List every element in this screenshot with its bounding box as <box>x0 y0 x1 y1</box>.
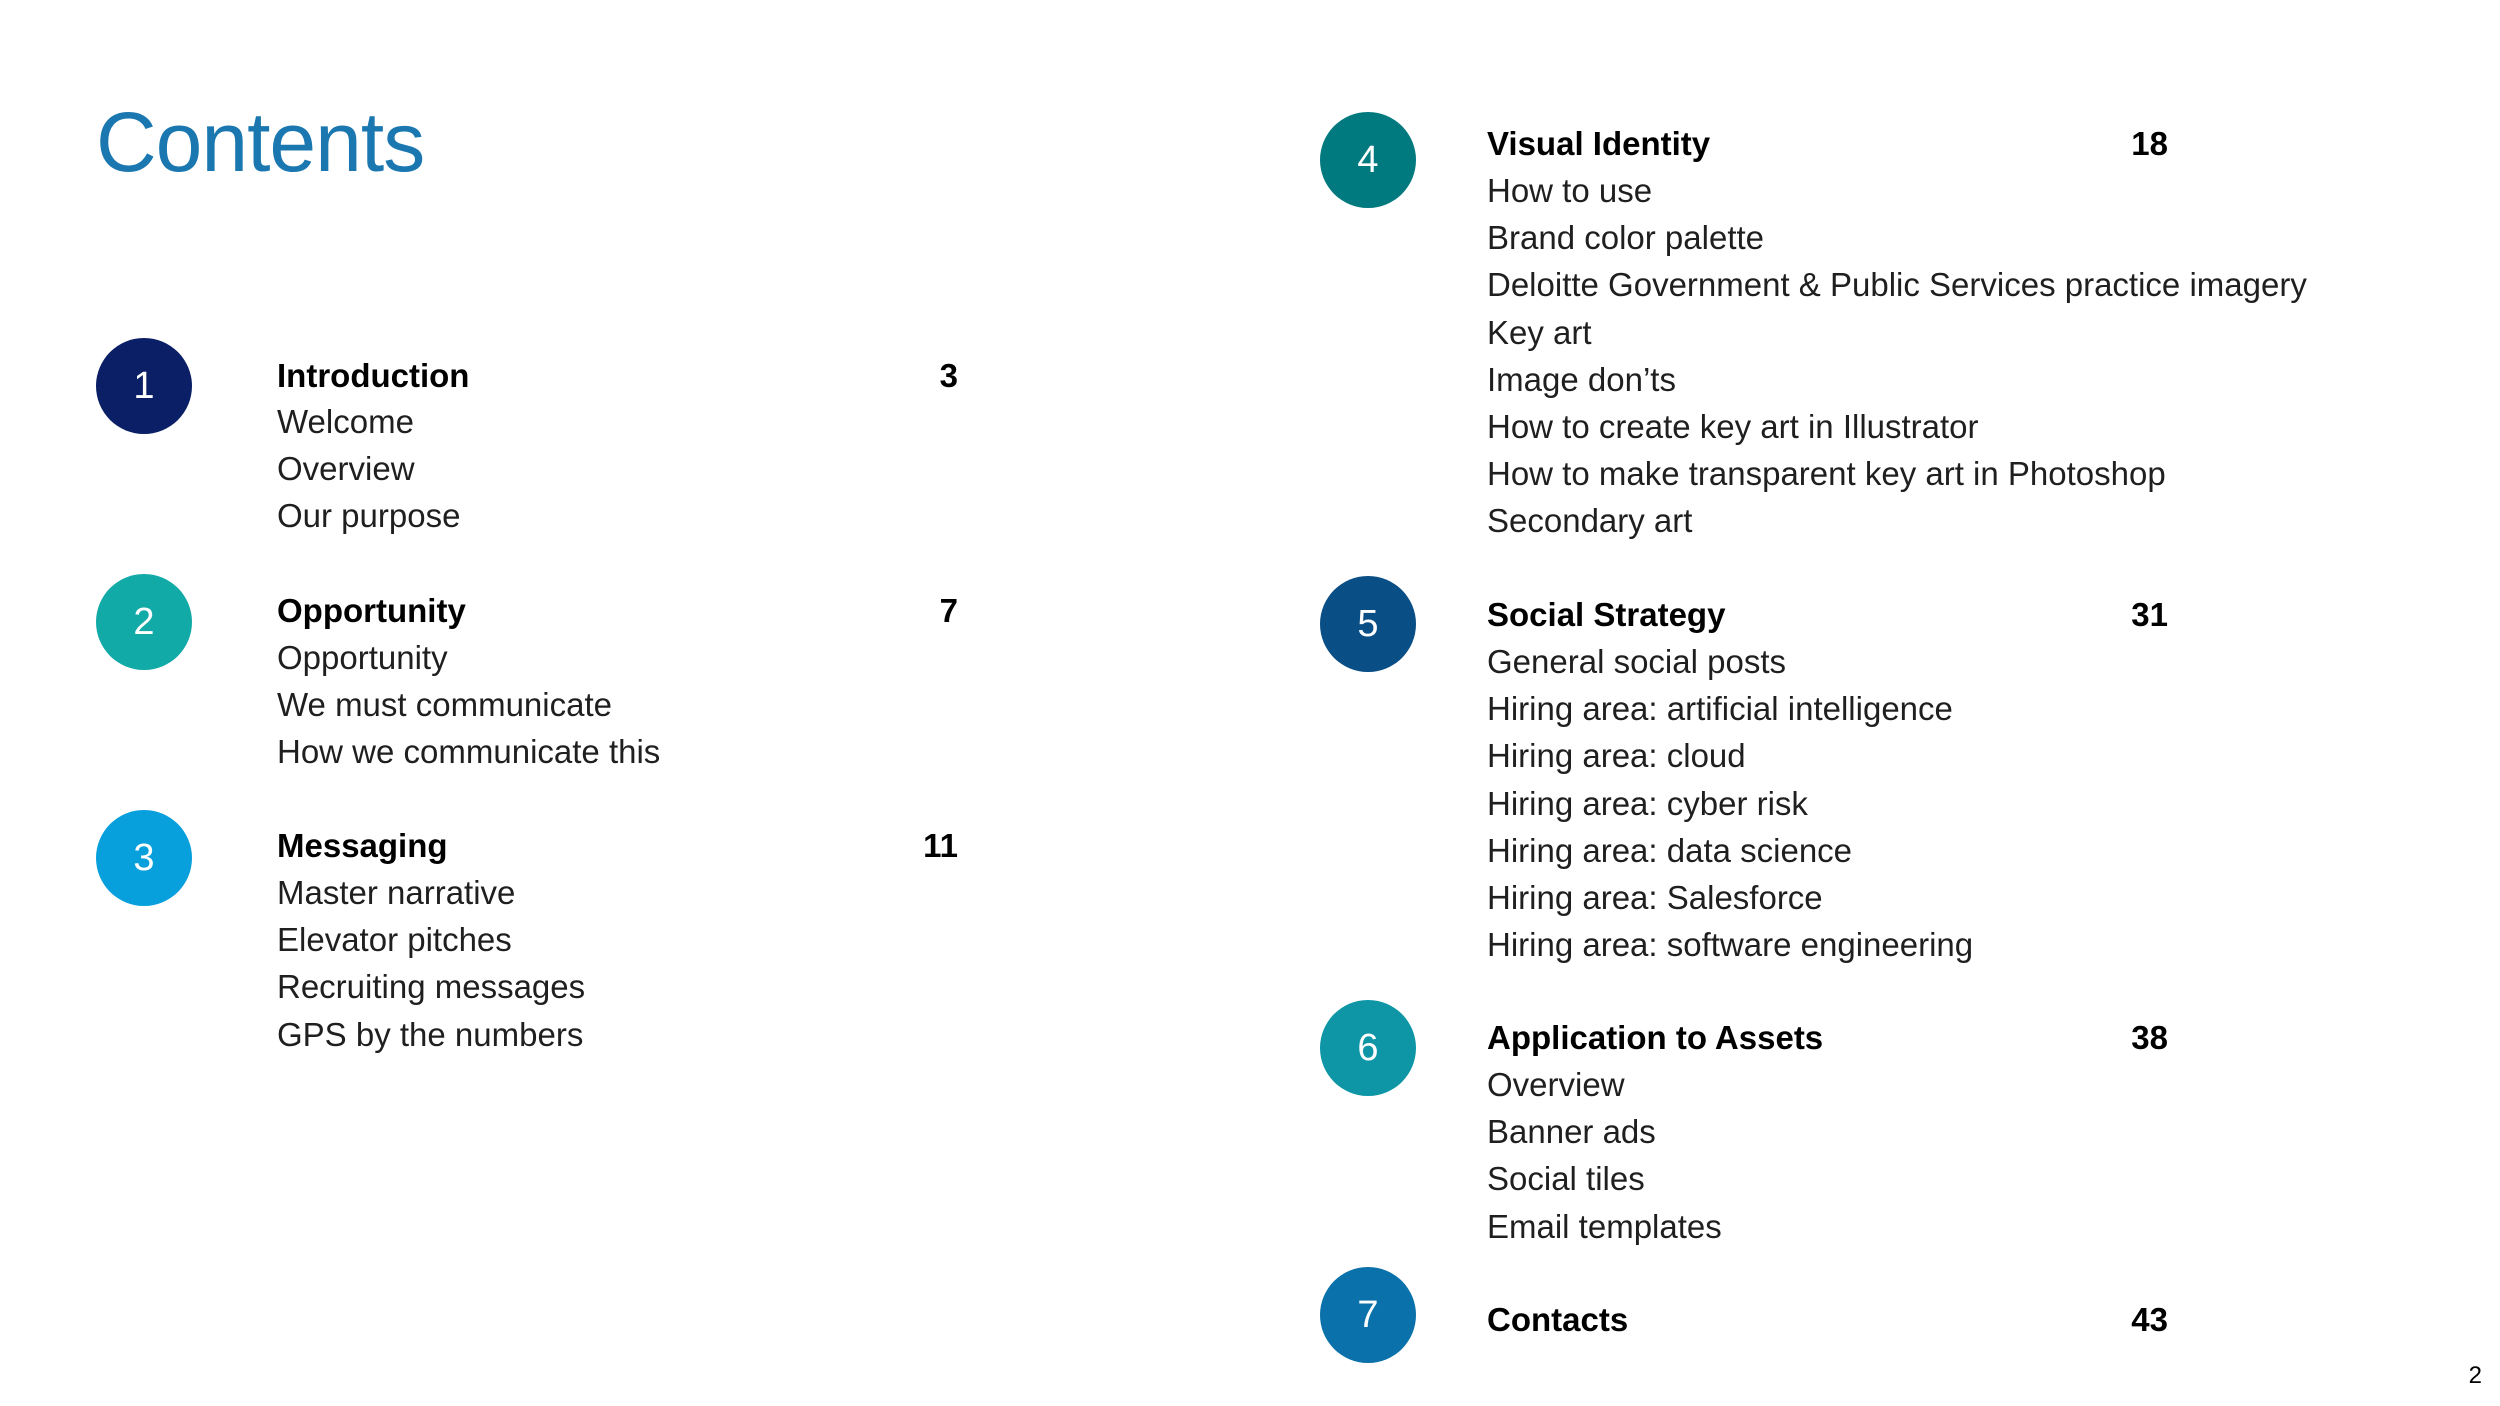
list-item[interactable]: General social posts <box>1487 643 1786 680</box>
section-7-heading[interactable]: Contacts <box>1487 1301 1629 1338</box>
section-4-heading[interactable]: Visual Identity <box>1487 125 1711 162</box>
list-item[interactable]: Overview <box>277 450 415 488</box>
list-item[interactable]: How to use <box>1487 172 1653 209</box>
section-1-number-badge: 1 <box>96 338 192 434</box>
list-item[interactable]: Our purpose <box>277 497 461 535</box>
section-6-number-badge: 6 <box>1320 1000 1416 1096</box>
list-item[interactable]: Overview <box>1487 1066 1625 1103</box>
section-6-heading[interactable]: Application to Assets <box>1487 1019 1824 1056</box>
list-item[interactable]: Image don’ts <box>1487 360 1676 398</box>
section-2-items <box>277 634 660 776</box>
section-2-heading[interactable]: Opportunity <box>277 592 466 629</box>
list-item[interactable]: Hiring area: data science <box>1487 831 1853 869</box>
list-item[interactable]: Hiring area: software engineering <box>1487 926 1974 964</box>
list-item[interactable]: Social tiles <box>1487 1160 1645 1198</box>
section-1-page-number: 3 <box>939 357 958 394</box>
section-6-items <box>1487 1061 1722 1250</box>
page-title: Contents <box>96 95 425 189</box>
section-4-items <box>1487 167 2307 545</box>
section-7-page-number: 43 <box>2131 1301 2168 1338</box>
section-3-page-number: 11 <box>923 827 958 864</box>
section-1-items <box>277 398 460 540</box>
section-5-number-badge: 5 <box>1320 576 1416 672</box>
list-item[interactable]: Elevator pitches <box>277 921 512 959</box>
list-item[interactable]: Key art <box>1487 313 1592 351</box>
section-3-heading[interactable]: Messaging <box>277 827 448 864</box>
section-6-page-number: 38 <box>2131 1019 2168 1056</box>
section-4-number-badge: 4 <box>1320 112 1416 208</box>
list-item[interactable]: Hiring area: cloud <box>1487 737 1746 775</box>
section-5-heading[interactable]: Social Strategy <box>1487 596 1726 633</box>
list-item[interactable]: Banner ads <box>1487 1113 1656 1151</box>
section-5-items <box>1487 638 1973 968</box>
list-item[interactable]: Secondary art <box>1487 502 1693 540</box>
list-item[interactable]: How we communicate this <box>277 733 661 771</box>
section-2-page-number: 7 <box>939 592 958 629</box>
section-3-items <box>277 869 585 1058</box>
list-item[interactable]: Welcome <box>277 403 414 440</box>
section-3-number-badge: 3 <box>96 810 192 906</box>
list-item[interactable]: Master narrative <box>277 874 516 911</box>
section-5-page-number: 31 <box>2131 596 2168 633</box>
list-item[interactable]: Hiring area: cyber risk <box>1487 784 1808 822</box>
list-item[interactable]: Hiring area: artificial intelligence <box>1487 690 1953 728</box>
list-item[interactable]: How to make transparent key art in Photoshop <box>1487 455 2166 493</box>
section-1-heading[interactable]: Introduction <box>277 357 470 394</box>
section-2-number-badge: 2 <box>96 574 192 670</box>
section-7-number-badge: 7 <box>1320 1267 1416 1363</box>
list-item[interactable]: We must communicate <box>277 686 612 724</box>
list-item[interactable]: Brand color palette <box>1487 219 1765 257</box>
list-item[interactable]: Deloitte Government & Public Services practice imagery <box>1487 266 2307 304</box>
list-item[interactable]: Recruiting messages <box>277 968 586 1006</box>
page-number: 2 <box>2468 1362 2482 1389</box>
list-item[interactable]: Opportunity <box>277 639 448 676</box>
list-item[interactable]: How to create key art in Illustrator <box>1487 408 1979 446</box>
list-item[interactable]: Hiring area: Salesforce <box>1487 879 1823 917</box>
section-4-page-number: 18 <box>2131 125 2168 162</box>
list-item[interactable]: Email templates <box>1487 1207 1722 1245</box>
list-item[interactable]: GPS by the numbers <box>277 1015 584 1053</box>
